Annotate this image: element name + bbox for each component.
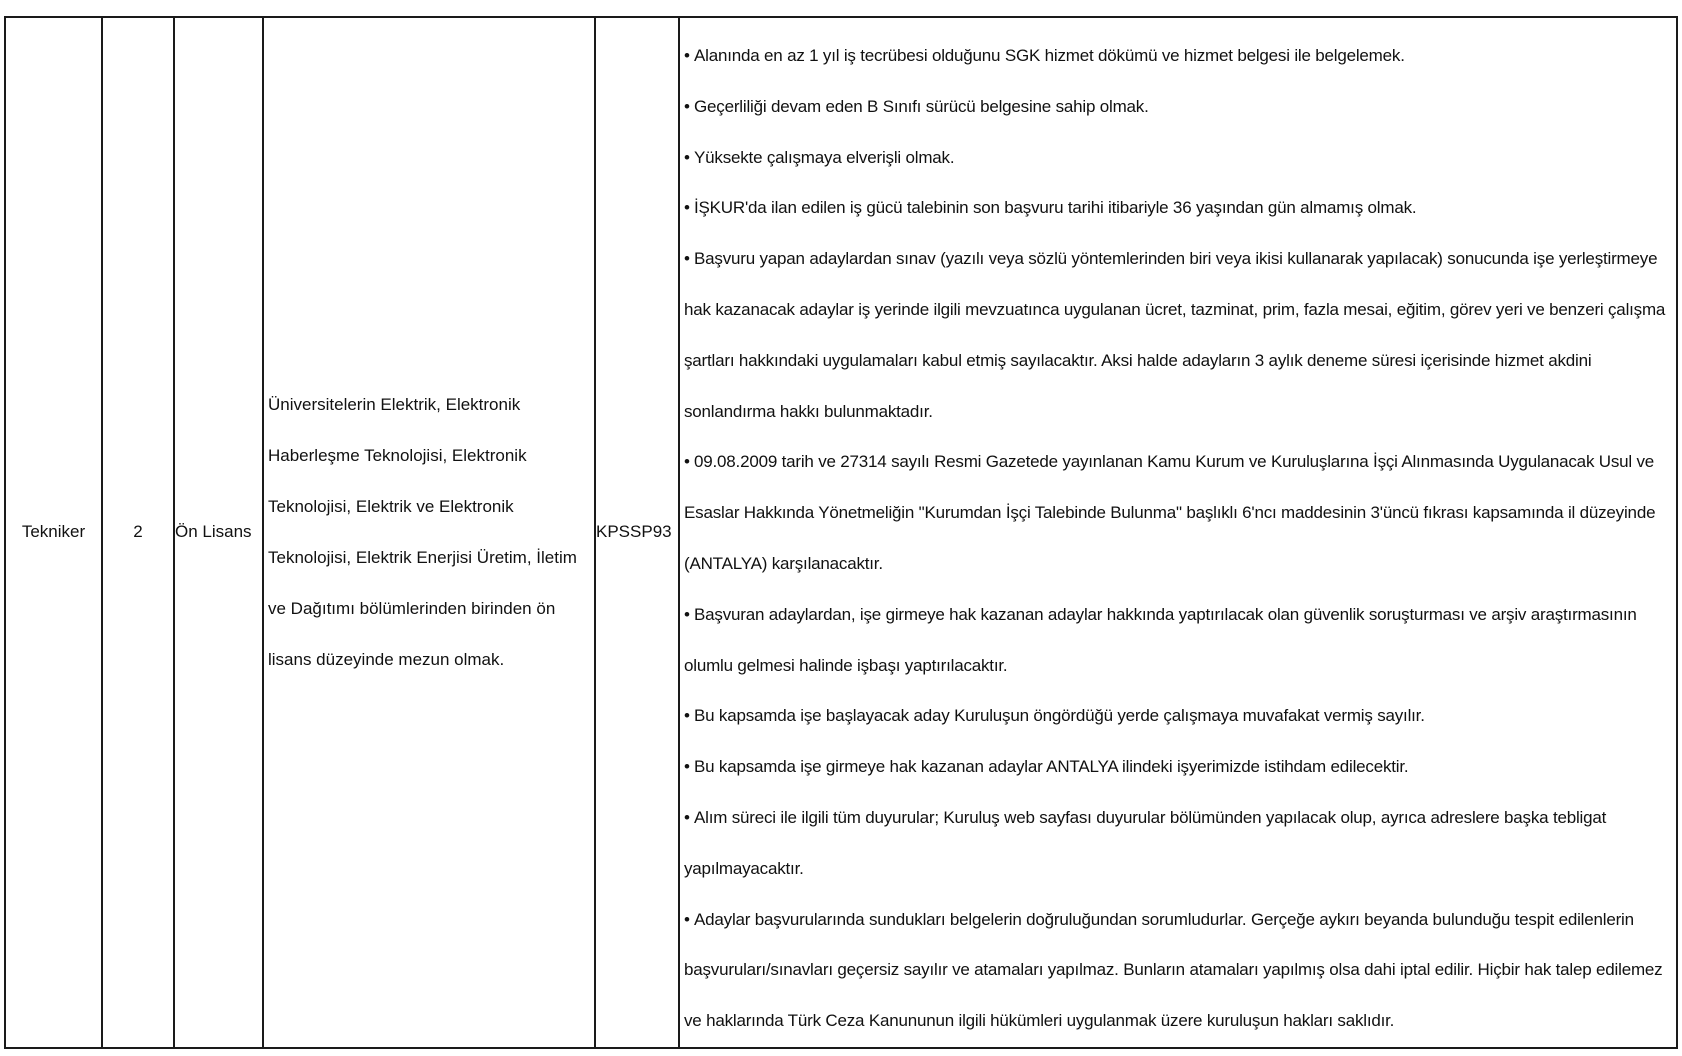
education-level: Ön Lisans <box>175 522 252 542</box>
bullet-icon: • <box>684 706 690 726</box>
requirement-text: Yüksekte çalışmaya elverişli olmak. <box>694 147 955 167</box>
bullet-icon: • <box>684 807 690 827</box>
requirement-text: Başvuran adaylardan, işe girmeye hak kazanan adaylar hakkında yaptırılacak olan güvenlik soruşturması ve arşiv araştırmasının olumlu gelmesi halinde işbaşı yaptırılacaktır. <box>684 604 1637 675</box>
bullet-icon: • <box>684 452 690 472</box>
requirements-list <box>680 18 1676 1047</box>
requirement-item <box>684 234 1672 437</box>
requirement-item <box>684 133 1672 184</box>
bullet-icon: • <box>684 909 690 929</box>
requirement-text: Adaylar başvurularında sundukları belgelerin doğruluğundan sorumludurlar. Gerçeğe aykırı beyanda bulunduğu tespit edilenlerin başvuruları/sınavları geçersiz sayılır ve atamaları yapılmaz. Bunların atamaları yapılmış olsa dahi iptal edilir. Hiçbir hak talep edilemez ve haklarında Türk Ceza Kanununun ilgili hükümleri uygulanmak üzere kuruluşun hakları saklıdır. <box>684 909 1663 1031</box>
requirement-text: Alım süreci ile ilgili tüm duyurular; Kuruluş web sayfası duyurular bölümünden yapılacak olup, ayrıca adreslere başka tebligat yapılmayacaktır. <box>684 807 1607 878</box>
requirement-text: Bu kapsamda işe başlayacak aday Kuruluşun öngördüğü yerde çalışmaya muvafakat vermiş sayılır. <box>694 706 1425 726</box>
requirement-text: Geçerliliği devam eden B Sınıfı sürücü belgesine sahip olmak. <box>694 96 1149 116</box>
bullet-icon: • <box>684 757 690 777</box>
requirement-text: Başvuru yapan adaylardan sınav (yazılı veya sözlü yöntemlerinden biri veya ikisi kullanarak yapılacak) sonucunda işe yerleştirmeye hak kazanacak adaylar iş yerinde ilgili mevzuatınca uygulanan ücret, tazminat, prim, fazla mesai, eğitim, görev yeri ve benzeri çalışma şartları hakkındaki uygulamaları kabul etmiş sayılacaktır. Aksi halde adayların 3 aylık deneme süresi içerisinde hizmet akdini sonlandırma hakkı bulunmaktadır. <box>684 249 1666 421</box>
requirement-item <box>684 31 1672 82</box>
requirement-text: 09.08.2009 tarih ve 27314 sayılı Resmi Gazetede yayınlanan Kamu Kurum ve Kuruluşlarına İşçi Alınmasında Uygulanacak Usul ve Esaslar Hakkında Yönetmeliğin "Kurumdan İşçi Talebinde Bulunma" başlıklı 6'ncı maddesinin 3'üncü fıkrası kapsamında il düzeyinde (ANTALYA) karşılanacaktır. <box>684 452 1656 573</box>
position-count: 2 <box>133 522 143 542</box>
requirement-item <box>684 895 1672 1047</box>
requirement-text: İŞKUR'da ilan edilen iş gücü talebinin son başvuru tarihi itibariyle 36 yaşından gün almamış olmak. <box>694 198 1417 218</box>
exam-score-type: KPSSP93 <box>596 522 672 542</box>
bullet-icon: • <box>684 147 690 167</box>
exam-score-cell <box>595 17 679 1048</box>
bullet-icon: • <box>684 46 690 65</box>
education-level-cell <box>174 17 263 1048</box>
requirement-item <box>684 691 1672 742</box>
requirement-text: Alanında en az 1 yıl iş tecrübesi olduğunu SGK hizmet dökümü ve hizmet belgesi ile belgelemek. <box>694 46 1405 65</box>
requirement-item <box>684 742 1672 793</box>
bullet-icon: • <box>684 96 690 116</box>
position-count-cell <box>102 17 174 1048</box>
position-title-cell <box>5 17 102 1048</box>
requirement-text: Bu kapsamda işe girmeye hak kazanan adaylar ANTALYA ilindeki işyerimizde istihdam edilecektir. <box>694 757 1409 777</box>
department-requirement: Üniversitelerin Elektrik, Elektronik Haberleşme Teknolojisi, Elektronik Teknolojisi, Elektrik ve Elektronik Teknolojisi, Elektrik Enerjisi Üretim, İletim ve Dağıtımı bölümlerinden birinden ön lisans düzeyinde mezun olmak. <box>268 395 577 670</box>
requirements-cell <box>679 17 1677 1048</box>
bullet-icon: • <box>684 604 690 624</box>
position-title: Tekniker <box>21 522 86 542</box>
requirement-item <box>684 183 1672 234</box>
department-cell <box>263 17 595 1048</box>
bullet-icon: • <box>684 198 690 218</box>
table-row <box>5 17 1677 1048</box>
requirement-item <box>684 590 1672 692</box>
requirement-item <box>684 793 1672 895</box>
requirement-item <box>684 82 1672 133</box>
job-listing-table <box>4 16 1678 1049</box>
requirement-item <box>684 437 1672 589</box>
bullet-icon: • <box>684 249 690 269</box>
